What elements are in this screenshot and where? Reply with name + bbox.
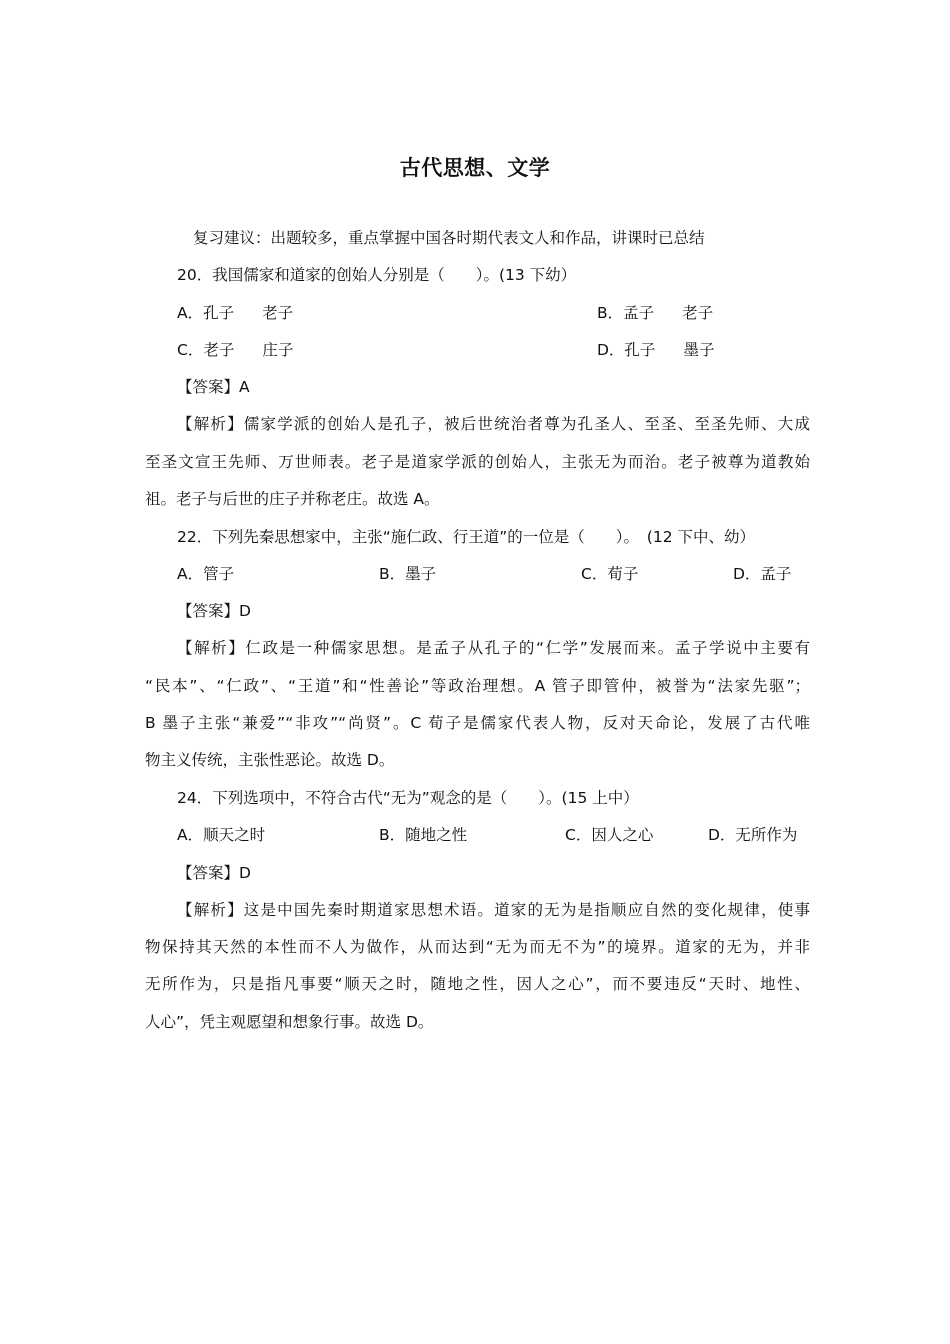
q22-option-b: B．墨子 (379, 565, 437, 583)
q24-answer: 【答案】D (177, 864, 251, 882)
q20-option-c-label: C．老子 (177, 341, 235, 359)
q20-option-b-label: B．孟子 (597, 304, 655, 322)
q20-option-a-value: 老子 (262, 304, 294, 322)
question-24: 24．下列选项中，不符合古代“无为”观念的是（ ）。(15 上中） (177, 789, 639, 807)
q22-analysis-line-4: 物主义传统，主张性恶论。故选 D。 (145, 751, 395, 769)
q20-option-d-label: D．孔子 (597, 341, 656, 359)
q22-option-d: D．孟子 (733, 565, 792, 583)
question-22: 22．下列先秦思想家中，主张“施仁政、行王道”的一位是（ ）。 (12 下中、幼） (177, 528, 755, 546)
q20-option-d (597, 339, 714, 361)
q22-analysis-line-1: 【解析】仁政是一种儒家思想。是孟子从孔子的“仁学”发展而来。孟子学说中主要有 (177, 639, 810, 657)
q20-option-a (177, 302, 293, 324)
review-suggestion: 复习建议：出题较多，重点掌握中国各时期代表文人和作品，讲课时已总结 (193, 229, 705, 247)
q20-analysis-line-1: 【解析】儒家学派的创始人是孔子，被后世统治者尊为孔圣人、至圣、至圣先师、大成 (177, 415, 810, 433)
q20-option-b-value: 老子 (682, 304, 714, 322)
q20-answer: 【答案】A (177, 378, 250, 396)
q22-analysis-line-3: B 墨子主张“兼爱”“非攻”“尚贤”。C 荀子是儒家代表人物，反对天命论，发展了古代唯 (145, 714, 810, 732)
q22-option-a: A．管子 (177, 565, 235, 583)
q24-analysis-line-3: 无所作为，只是指凡事要“顺天之时，随地之性，因人之心”，而不要违反“天时、地性、 (145, 975, 810, 993)
q24-option-a: A．顺天之时 (177, 826, 266, 844)
q20-option-c (177, 339, 293, 361)
q20-option-d-value: 墨子 (683, 341, 715, 359)
q20-option-a-label: A．孔子 (177, 304, 235, 322)
q24-analysis-line-2: 物保持其天然的本性而不人为做作，从而达到“无为而无不为”的境界。道家的无为，并非 (145, 938, 810, 956)
q22-option-c: C．荀子 (581, 565, 639, 583)
q20-analysis-line-3: 祖。老子与后世的庄子并称老庄。故选 A。 (145, 490, 440, 508)
q24-option-c: C．因人之心 (565, 826, 654, 844)
q24-analysis-line-4: 人心”，凭主观愿望和想象行事。故选 D。 (145, 1013, 434, 1031)
q22-answer: 【答案】D (177, 602, 251, 620)
question-20: 20．我国儒家和道家的创始人分别是（ ）。(13 下幼） (177, 266, 577, 284)
q24-option-d: D．无所作为 (708, 826, 798, 844)
q20-analysis-line-2: 至圣文宣王先师、万世师表。老子是道家学派的创始人，主张无为而治。老子被尊为道教始 (145, 453, 810, 471)
q24-option-b: B．随地之性 (379, 826, 468, 844)
page-title: 古代思想、文学 (399, 156, 551, 180)
q20-option-c-value: 庄子 (262, 341, 294, 359)
q20-option-b (597, 302, 713, 324)
q22-analysis-line-2: “民本”、“仁政”、“王道”和“性善论”等政治理想。A 管子即管仲，被誉为“法家先驱”； (145, 677, 810, 695)
q24-analysis-line-1: 【解析】这是中国先秦时期道家思想术语。道家的无为是指顺应自然的变化规律，使事 (177, 901, 810, 919)
